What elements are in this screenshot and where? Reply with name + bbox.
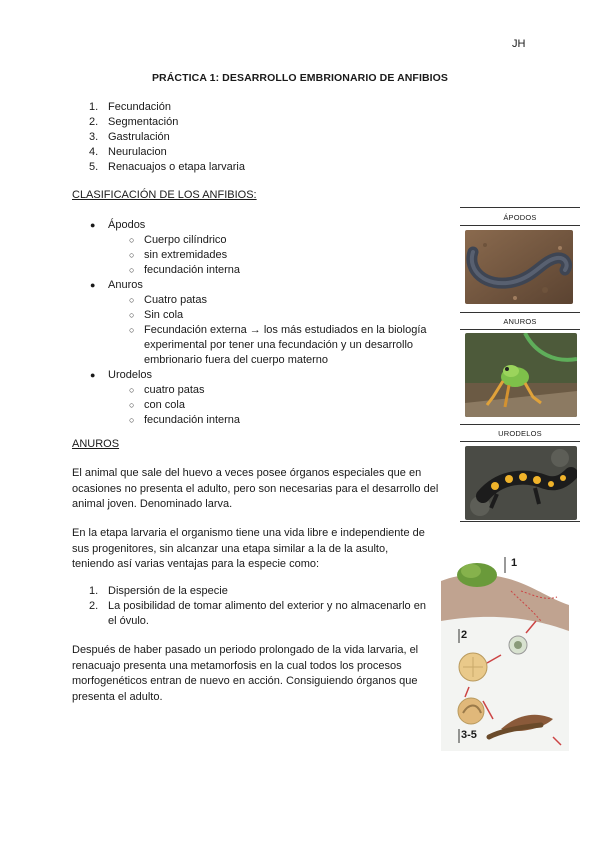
frog-photo [465,333,577,417]
anuros-paragraph-1: El animal que sale del huevo a veces posee órganos especiales que en ocasiones no presenta el adulto, pero son necesarias para el desarrollo del animal joven. Denominado larva. [72,467,439,510]
development-diagram [441,551,569,751]
group-apodos: ● Ápodos [90,219,146,231]
divider [460,312,580,313]
trait-item: ○ fecundación interna [129,264,241,276]
page-title: PRÁCTICA 1: DESARROLLO EMBRIONARIO DE ANFIBIOS [151,72,449,84]
divider [460,441,580,442]
group-anuros: ● Anuros [90,279,143,291]
divider [460,207,580,208]
diagram-step-3-5: 3-5 [461,729,477,741]
trait-item: ○ Fecundación externa → los más estudiados en la biología [129,324,427,336]
stages-list [72,100,245,175]
trait-item-continuation: embrionario fuera del cuerpo materno [144,354,329,366]
caecilian-photo [465,230,573,304]
advantage-item-continuation: el óvulo. [108,615,149,627]
anuros-paragraph-3: Después de haber pasado un periodo prolongado de la vida larvaria, el renacuajo presenta una metamorfosis en la cual todos los procesos morfogenéticos entran de nuevo en acción. Consiguiendo órganos que presenta el adulto. [72,644,419,703]
header-initials: JH [512,38,526,50]
trait-item-continuation: experimental por tener una fecundación y un desarrollo [144,339,414,351]
anuros-paragraph-2: En la etapa larvaria el organismo tiene una vida libre e independiente de sus progenitores, sin alcanzar una etapa similar a la de la asulto, teniendo así varias ventajas para la especie como: [72,527,425,570]
anuros-heading: ANUROS [72,438,120,450]
diagram-step-2: 2 [461,629,468,641]
divider [460,521,580,522]
apodos-label: ÁPODOS [503,213,537,222]
stage-item: 4. Neurulacion [89,146,167,158]
urodelos-label: URODELOS [498,429,542,438]
classification-heading: CLASIFICACIÓN DE LOS ANFIBIOS: [72,189,257,201]
trait-item: ○ cuatro patas [129,384,205,396]
advantage-item: 2. La posibilidad de tomar alimento del exterior y no almacenarlo en [89,600,426,612]
stage-item: 2. Segmentación [89,116,179,128]
anuros-label: ANUROS [503,317,537,326]
trait-item: ○ fecundación interna [129,414,241,426]
stage-item: 3. Gastrulación [89,131,170,143]
trait-item: ○ Cuatro patas [129,294,207,306]
group-urodelos: ● Urodelos [90,369,153,381]
salamander-photo [465,446,577,520]
trait-item: ○ sin extremidades [129,249,228,261]
divider [460,225,580,226]
advantage-item: 1. Dispersión de la especie [89,585,228,597]
divider [460,329,580,330]
stage-item: 5. Renacuajos o etapa larvaria [89,161,245,173]
classification-list [72,218,452,428]
trait-item: ○ Sin cola [129,309,184,321]
stage-item: 1. Fecundación [89,101,171,113]
advantages-list [72,584,452,629]
trait-item: ○ con cola [129,399,185,411]
diagram-step-1: 1 [511,557,518,569]
trait-item: ○ Cuerpo cilíndrico [129,234,227,246]
divider [460,424,580,425]
